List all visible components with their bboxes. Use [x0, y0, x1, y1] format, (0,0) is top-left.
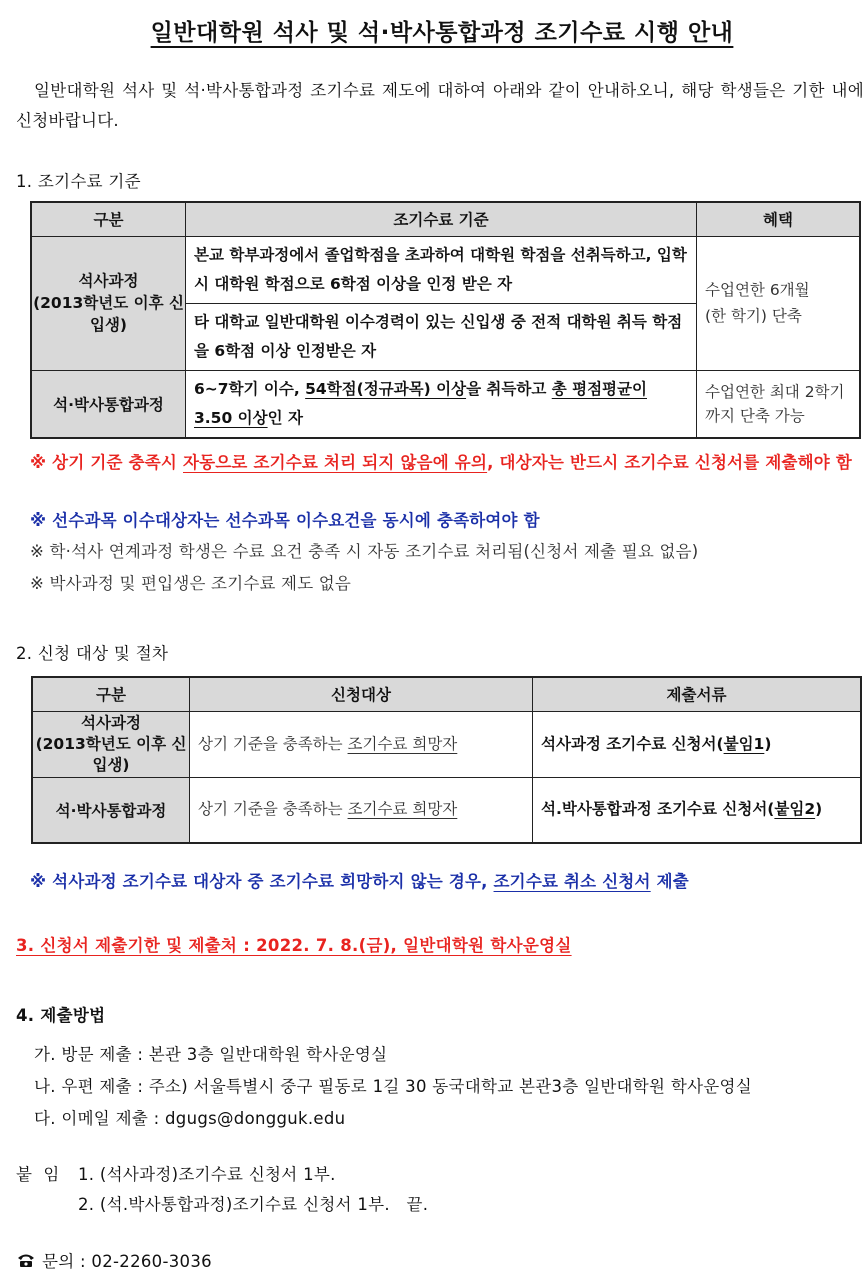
master-doc-b: 붙임1: [723, 734, 765, 753]
integrated-target-a: 상기 기준을 충족하는: [198, 800, 348, 818]
app-row-master-document: [533, 711, 862, 777]
app-row-master-target: [190, 711, 533, 777]
method-mail: 나. 우편 제출 : 주소) 서울특별시 중구 필동로 1길 30 동국대학교 본관3층 일반대학원 학사운영실: [34, 1077, 753, 1096]
integrated-label: 석·박사통합과정: [31, 370, 186, 438]
note-cancel-request: [30, 868, 689, 895]
integrated-doc-a: 석.박사통합과정 조기수료 신청서(: [541, 800, 775, 818]
criteria-table: [30, 201, 861, 439]
app-header-target: 신청대상: [190, 677, 533, 711]
contact-line: [16, 1248, 212, 1272]
method-visit: 가. 방문 제출 : 본관 3층 일반대학원 학사운영실: [34, 1045, 388, 1064]
method-email: 다. 이메일 제출 : dgugs@dongguk.edu: [34, 1109, 346, 1128]
master-target-b: 조기수료 희망자: [347, 734, 458, 753]
note-doctoral: ※ 박사과정 및 편입생은 조기수료 제도 없음: [30, 574, 352, 593]
note-linked-program: ※ 학·석사 연계과정 학생은 수료 요건 충족 시 자동 조기수료 처리됨(신청서 제출 필요 없음): [30, 542, 699, 561]
attachment-2: 2. (석.박사통합과정)조기수료 신청서 1부. 끝.: [78, 1195, 429, 1214]
section1-heading: 1. 조기수료 기준: [16, 172, 141, 191]
cancel-note-c: 제출: [650, 872, 689, 891]
integrated-crit-a: 6~7학기 이수,: [194, 379, 306, 398]
integrated-doc-c: ): [815, 800, 823, 818]
application-table: [31, 676, 862, 844]
master-criteria-2: 타 대학교 일반대학원 이수경력이 있는 신입생 중 전적 대학원 취득 학점을 6학점 이상 인정받은 자: [186, 303, 697, 370]
criteria-header-category: 구분: [31, 202, 186, 236]
criteria-header-criteria: 조기수료 기준: [186, 202, 697, 236]
app-row-master-label: 석사과정 (2013학년도 이후 신입생): [32, 711, 190, 777]
note1-c: , 대상자는 반드시 조기수료 신청서를 제출해야 함: [487, 453, 853, 472]
integrated-crit-d: 총 평점평균이 3.50 이상: [194, 379, 647, 427]
section3-deadline: 3. 신청서 제출기한 및 제출처 : 2022. 7. 8.(금), 일반대학원 학사운영실: [16, 936, 572, 955]
note-prerequisite: ※ 선수과목 이수대상자는 선수과목 이수요건을 동시에 충족하여야 함: [30, 511, 540, 530]
note-auto-completion: [30, 449, 864, 476]
integrated-crit-c: 을 취득하고: [466, 379, 552, 398]
integrated-doc-b: 붙임2: [774, 800, 816, 818]
criteria-header-benefit: 혜택: [697, 202, 861, 236]
integrated-criteria: [186, 370, 697, 438]
integrated-crit-e: 인 자: [267, 408, 303, 427]
integrated-benefit: 수업연한 최대 2학기까지 단축 가능: [697, 370, 861, 438]
attachments-label: 붙 임: [16, 1165, 60, 1184]
master-doc-a: 석사과정 조기수료 신청서(: [541, 734, 724, 753]
app-row-integrated-target: [190, 777, 533, 843]
app-row-integrated-label: 석·박사통합과정: [32, 777, 190, 843]
master-label: 석사과정 (2013학년도 이후 신입생): [31, 236, 186, 370]
cancel-note-b: 조기수료 취소 신청서: [493, 872, 651, 891]
section4-heading: 4. 제출방법: [16, 1006, 106, 1025]
note1-b: 자동으로 조기수료 처리 되지 않음에 유의: [183, 453, 488, 472]
attachment-1: 1. (석사과정)조기수료 신청서 1부.: [78, 1165, 336, 1184]
app-header-category: 구분: [32, 677, 190, 711]
section2-heading: 2. 신청 대상 및 절차: [16, 644, 169, 663]
master-target-a: 상기 기준을 충족하는: [198, 734, 348, 753]
note1-a: ※ 상기 기준 충족시: [30, 453, 183, 472]
app-row-integrated-document: [533, 777, 862, 843]
app-header-documents: 제출서류: [533, 677, 862, 711]
master-criteria-1: 본교 학부과정에서 졸업학점을 초과하여 대학원 학점을 선취득하고, 입학시 대학원 학점으로 6학점 이상을 인정 받은 자: [186, 236, 697, 303]
page-title: 일반대학원 석사 및 석·박사통합과정 조기수료 시행 안내: [150, 20, 734, 46]
master-doc-c: ): [764, 734, 772, 753]
intro-paragraph: 일반대학원 석사 및 석·박사통합과정 조기수료 제도에 대하여 아래와 같이 안내하오니, 해당 학생들은 기한 내에 신청바랍니다.: [16, 81, 864, 130]
integrated-crit-b: 54학점(정규과목) 이상: [305, 379, 467, 398]
cancel-note-a: ※ 석사과정 조기수료 대상자 중 조기수료 희망하지 않는 경우,: [30, 872, 494, 891]
phone-icon: [16, 1252, 36, 1268]
contact-text: 문의 : 02-2260-3036: [42, 1252, 212, 1271]
master-benefit: 수업연한 6개월 (한 학기) 단축: [697, 236, 861, 370]
integrated-target-b: 조기수료 희망자: [347, 800, 458, 818]
